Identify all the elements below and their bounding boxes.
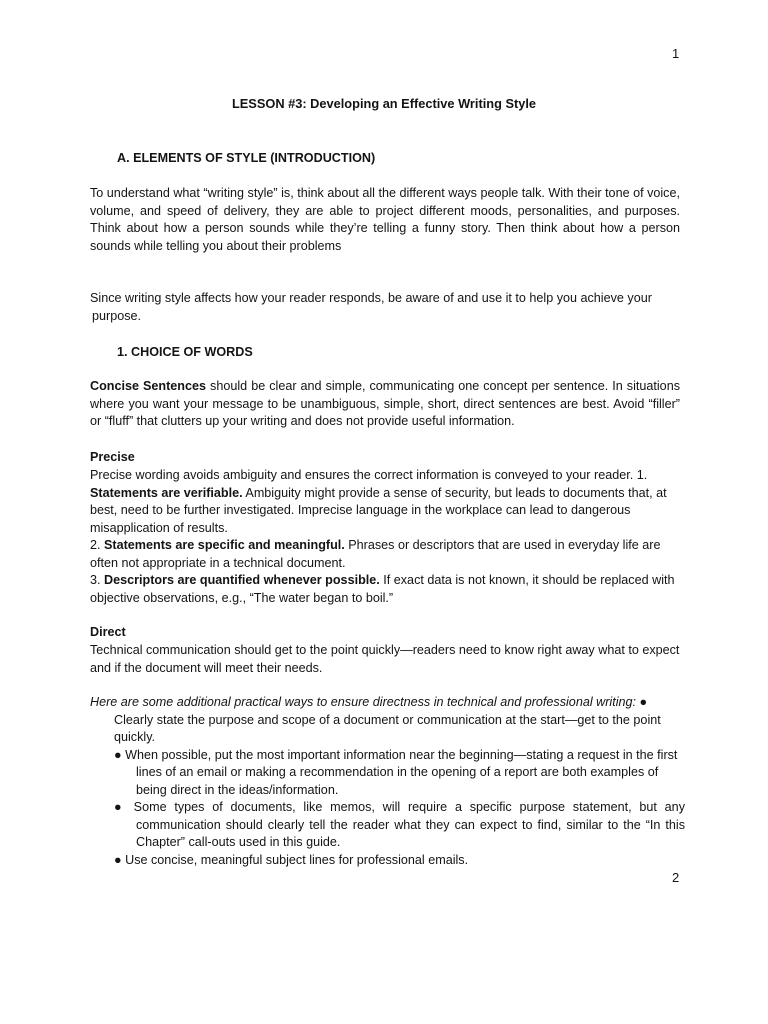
list-item: ● When possible, put the most important information near the beginning—stating a request in the first lines of an email or making a recommendation in the opening of a report are both examples of being direct in the ideas/information. — [114, 747, 678, 797]
writing-style-paragraph — [90, 290, 670, 325]
precise-heading: Precise — [90, 450, 135, 464]
precise-item-1-label: Statements are verifiable. — [90, 485, 243, 500]
precise-item-2-label: Statements are specific and meaningful. — [104, 538, 345, 552]
writing-style-line-2: purpose. — [92, 308, 142, 323]
directness-tips-list — [90, 747, 685, 870]
page-number-top: 1 — [672, 46, 680, 61]
list-item: ● Use concise, meaningful subject lines for professional emails. — [114, 852, 469, 867]
precise-section — [90, 467, 680, 607]
section-heading-elements-of-style: A. ELEMENTS OF STYLE (INTRODUCTION) — [117, 151, 376, 165]
page-number-bottom: 2 — [672, 870, 680, 885]
intro-paragraph: To understand what “writing style” is, think about all the different ways people talk. With their tone of voice, volume, and speed of delivery, they are able to project different moods, personalities, and purposes. Think about how a person sounds while they’re telling a funny story. Then think about how a person sounds while telling you about their problems — [90, 186, 680, 253]
precise-item-3-number: 3. — [90, 573, 105, 587]
direct-paragraph: Technical communication should get to the point quickly—readers need to know right away what to expect and if the document will meet their needs. — [90, 643, 680, 675]
precise-item-2-number: 2. — [90, 538, 105, 552]
precise-intro: Precise wording avoids ambiguity and ensures the correct information is conveyed to your reader. 1. — [90, 468, 648, 482]
precise-item-3-text: If exact data is not known, it should be replaced with objective observations, e.g., “The water began to boil.” — [90, 573, 675, 605]
directness-tips-section — [90, 694, 685, 869]
precise-item-3-label: Descriptors are quantified whenever possible. — [104, 573, 380, 587]
subheading-choice-of-words: 1. CHOICE OF WORDS — [117, 345, 253, 359]
directness-tip-first: Clearly state the purpose and scope of a document or communication at the start—get to the point quickly. — [114, 712, 661, 744]
concise-sentences-paragraph — [90, 378, 680, 431]
directness-tips-intro: Here are some additional practical ways to ensure directness in technical and professional writing: ● — [90, 695, 648, 709]
precise-item-1-text: Ambiguity might provide a sense of security, but leads to documents that, at best, need to be further investigated. Imprecise language in the workplace can lead to dangerous misapplication of results. — [90, 485, 667, 535]
writing-style-line-1: Since writing style affects how your reader responds, be aware of and use it to help you achieve your — [90, 291, 652, 305]
direct-heading: Direct — [90, 625, 126, 639]
list-item: ● Some types of documents, like memos, will require a specific purpose statement, but any communication should clearly tell the reader what they can expect to find, similar to the “In this Chapter” call-outs used in this guide. — [114, 800, 685, 849]
concise-sentences-label: Concise Sentences — [90, 379, 207, 393]
precise-item-2-text: Phrases or descriptors that are used in everyday life are often not appropriate in a technical document. — [90, 538, 661, 570]
concise-sentences-text: should be clear and simple, communicating one concept per sentence. In situations where you want your message to be unambiguous, simple, short, direct sentences are best. Avoid “filler” or “fluff” that clutters up your writing and does not provide useful information. — [90, 379, 680, 428]
page-title: LESSON #3: Developing an Effective Writing Style — [231, 96, 537, 111]
